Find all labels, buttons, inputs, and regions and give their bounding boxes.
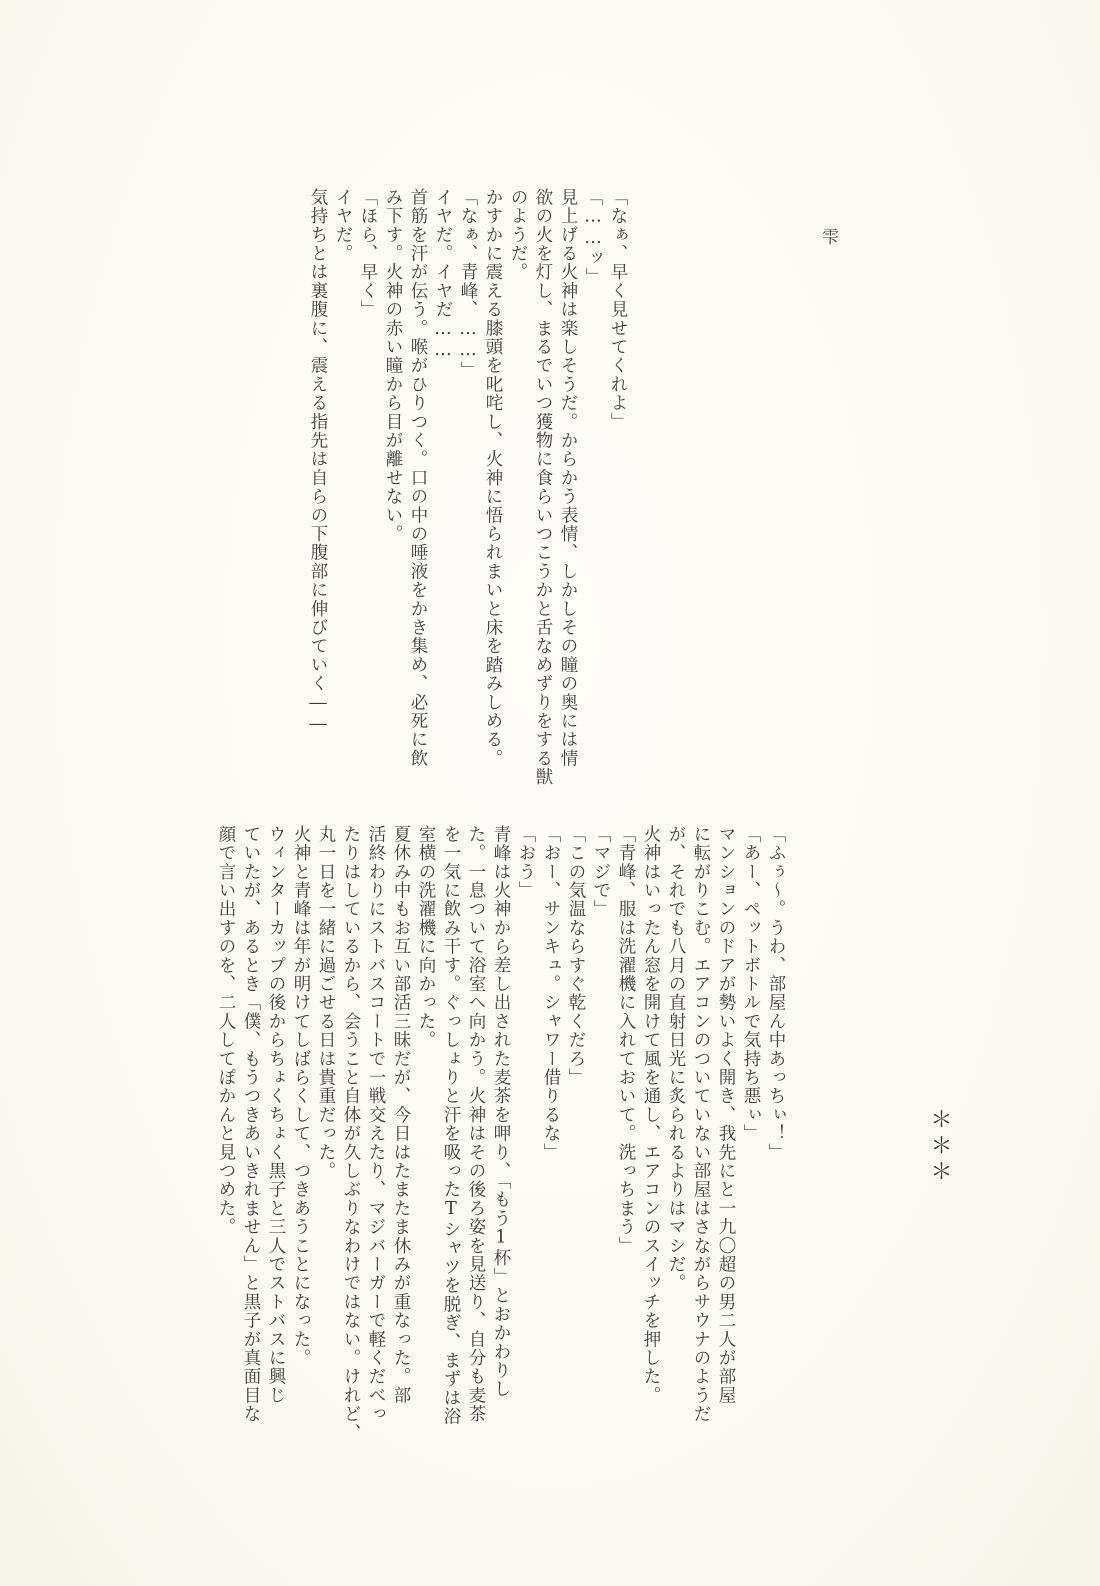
text-line: 火神はいったん窓を開けて風を通し、エアコンのスイッチを押した。 — [641, 825, 661, 1405]
text-line: 「青峰、服は洗濯機に入れておいて。洗っちまう」 — [616, 825, 636, 1256]
text-line: み下す。火神の赤い瞳から目が離せない。 — [383, 188, 403, 544]
text-line: ていたが、あるとき「僕、もうつきあいきれません」と黒子が真面目な — [241, 825, 261, 1424]
text-line: 「ふぅ～。うわ、部屋ん中あっちぃ！」 — [766, 825, 786, 1162]
text-line: 気持ちとは裏腹に、震える指先は自らの下腹部に伸びていく―― — [308, 188, 328, 736]
upper-text-block — [305, 188, 630, 808]
text-line: 「ほら、早く」 — [358, 188, 378, 319]
text-line: 「マジで」 — [591, 825, 611, 919]
text-line: た。一息ついて浴室へ向かう。火神はその後ろ姿を見送り、自分も麦茶 — [466, 825, 486, 1424]
text-line: 欲の火を灯し、まるでいつ獲物に食らいつこうかと舌なめずりをする獣 — [533, 188, 553, 787]
text-line: たりはしているから、会うこと自体が久しぶりなわけではない。けれど、 — [341, 825, 361, 1443]
text-line: ウィンターカップの後からちょくちょく黒子と三人でストバスに興じ — [266, 825, 286, 1405]
text-line: が、それでも八月の直射日光に炙られるよりはマシだ。 — [666, 825, 686, 1293]
text-line: 活終わりにストバスコートで一戦交えたり、マジバーガーで軽くだべっ — [366, 825, 386, 1424]
page-title: 雫 — [818, 228, 838, 247]
text-line: マンションのドアが勢いよく開き、我先にと一九〇超の男二人が部屋 — [716, 825, 736, 1405]
text-line: 「なぁ、早く見せてくれよ」 — [608, 188, 628, 432]
text-line: 見上げる火神は楽しそうだ。からかう表情、しかしその瞳の奥には情 — [558, 188, 578, 768]
text-line: 夏休み中もお互い部活三昧だが、今日はたまたま休みが重なった。部 — [391, 825, 411, 1405]
text-line: かすかに震える膝頭を叱咤し、火神に悟られまいと床を踏みしめる。 — [483, 188, 503, 768]
section-separator: ＊＊＊ — [927, 1108, 952, 1186]
text-line: 「なぁ、青峰、……」 — [458, 188, 478, 380]
text-line: イヤだ。イヤだ…… — [433, 188, 453, 362]
text-line: イヤだ。 — [333, 188, 353, 263]
text-line: 「おう」 — [516, 825, 536, 900]
text-line: 「あー、ペットボトルで気持ち悪ぃ」 — [741, 825, 761, 1143]
text-line: 丸一日を一緒に過ごせる日は貴重だった。 — [316, 825, 336, 1181]
text-line: 「……ッ」 — [583, 188, 603, 287]
text-line: 顔で言い出すのを、二人してぽかんと見つめた。 — [216, 825, 236, 1237]
text-line: 「この気温ならすぐ乾くだろ」 — [566, 825, 586, 1087]
text-line: 首筋を汗が伝う。喉がひりつく。口の中の唾液をかき集め、必死に飲 — [408, 188, 428, 768]
text-line: を一気に飲み干す。ぐっしょりと汗を吸ったTシャツを脱ぎ、まずは浴 — [441, 825, 461, 1426]
text-line: 青峰は火神から差し出された麦茶を呷り、「もう1杯」とおかわりし — [491, 825, 511, 1399]
text-line: のようだ。 — [508, 188, 528, 282]
text-line: 「おー、サンキュ。シャワー借りるな」 — [541, 825, 561, 1162]
text-line: 室横の洗濯機に向かった。 — [416, 825, 436, 1050]
text-line: に転がりこむ。エアコンのついていない部屋はさながらサウナのようだ — [691, 825, 711, 1424]
text-line: 火神と青峰は年が明けてしばらくして、つきあうことになった。 — [291, 825, 311, 1368]
lower-text-block — [213, 825, 788, 1443]
